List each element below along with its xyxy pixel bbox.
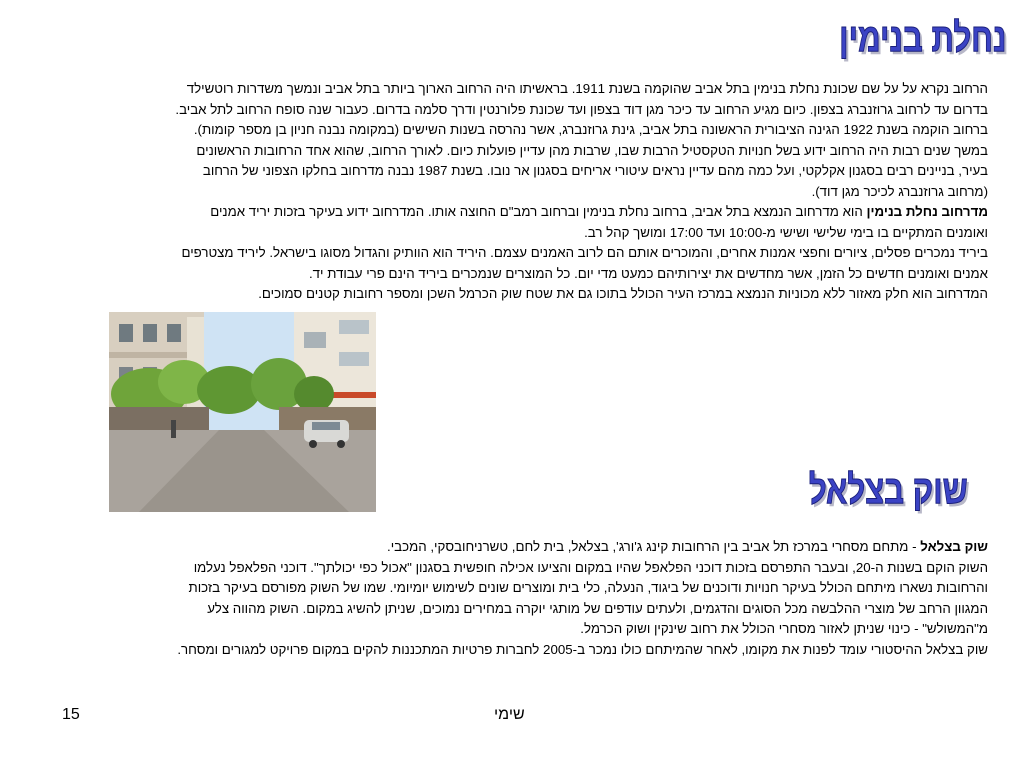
paragraph-line: ואומנים המתקיים בו בימי שלישי ושישי מ-10:00 ועד 17:00 ומושך קהל רב. [584, 224, 988, 240]
section-title-shuk-betzalel: שוק בצלאל [809, 468, 968, 512]
footer-author: שימי [494, 706, 525, 723]
paragraph-line: הרחוב נקרא על על שם שכונת נחלת בנימין בתל אביב שהוקמה בשנת 1911. בראשיתו היה הרחוב הארוך ביותר בתל אביב ונמשך משדרות רוטשילד [186, 81, 988, 96]
paragraph-line: בעיר, בניינים רבים בסגנון אקלקטי, ועל כמה מהם עדיין נראים עיטורי אריחים בסגנון אר נובו. בשנת 1987 נבנה מדרחוב בחלקו הצפוני של הרחוב [202, 163, 988, 178]
paragraph-text: - מתחם מסחרי במרכז תל אביב בין הרחובות קינג ג'ורג', בצלאל, בית לחם, טשרניחובסקי, המכבי. [387, 539, 921, 554]
paragraph-line: (מרחוב גרוזנברג לכיכר מגן דוד). [811, 183, 988, 199]
paragraph-line: שוק בצלאל ההיסטורי עומד לפנות את מקומו, לאחר שהמיתחם כולו נמכר ב-2005 לחברות פרטיות המתכננות להקים במקום פרויקט למגורים ומסחר. [177, 641, 988, 657]
page-number: 15 [62, 706, 80, 723]
nahalat-binyamin-text [8, 79, 988, 305]
bold-term: מדרחוב נחלת בנימין [866, 204, 988, 219]
paragraph-line: אמנים ואומנים חדשים כל הזמן, אשר מחדשים את יצירותיהם כמעט מדי יום. כל המוצרים שנמכרים ביריד הינם פרי עבודת יד. [308, 265, 988, 281]
shuk-betzalel-text [8, 537, 988, 660]
paragraph-line: מ"המשולש" - כינוי שניתן לאזור מסחרי הכולל את רחוב שינקין ושוק הכרמל. [580, 621, 988, 636]
paragraph-line: והרחובות נשארו מיתחם הכולל בעיקר חנויות ודוכנים של ביגוד, הנעלה, כלי בית ומוצרים שונים לשימוש יומיומי. שמו של השוק מפורסם בעיקר בזכות [188, 580, 988, 595]
paragraph-line: ברחוב הוקמה בשנת 1922 הגינה הציבורית הראשונה בתל אביב, גינת גרוזנברג, אשר נהרסה בשנות השישים (במקומה נבנה חניון בן מספר קומות). [193, 122, 988, 137]
street-photo [109, 312, 376, 512]
paragraph-line: במשך שנים רבות היה הרחוב ידוע בשל חנויות הטקסטיל הרבות שבו, שרבות מהן עדיין פועלות כיום. לאורך הרחוב, שהוא אחד הרחובות הראשונים [196, 142, 988, 158]
paragraph-line [8, 537, 988, 558]
paragraph-line: בדרום עד לרחוב גרוזנברג בצפון. כיום מגיע הרחוב עד כיכר מגן דוד בצפון ועד שכונת פלורנטין ודרך סלמה בדרום. כעבור שנה סופח הרחוב לתל אביב. [175, 101, 988, 117]
bold-term: שוק בצלאל [920, 539, 988, 554]
section-title-nahalat-binyamin: נחלת בנימין [838, 16, 1006, 60]
paragraph-line: ביריד נמכרים פסלים, ציורים וחפצי אמנות אחרים, והמוכרים אותם הם לרוב האמנים עצמם. היריד הוא הוותיק והגדול מסוגו בישראל. ליריד מצטרפים [181, 245, 988, 260]
paragraph-line: השוק הוקם בשנות ה-20, ובעבר התפרסם בזכות דוכני הפלאפל שהיו במקום והציעו אכילה חופשית בסגנון "אכול כפי יכולתך". דוכני הפלאפל נעלמו [193, 559, 988, 575]
paragraph-line: המדרחוב הוא חלק מאזור ללא מכוניות הנמצא במרכז העיר הכולל בתוכו גם את שטח שוק הכרמל השכן ומספר רחובות קטנים סמוכים. [258, 286, 988, 301]
paragraph-line [8, 202, 988, 223]
paragraph-line: המגוון הרחב של מוצרי ההלבשה מכל הסוגים והדגמים, ולעתים עודפים של מותגי יוקרה במחירים נמוכים, שניתן להשיג במקום. השוק מהווה צלע [207, 600, 988, 616]
paragraph-text: הוא מדרחוב הנמצא בתל אביב, ברחוב נחלת בנימין וברחוב רמב"ם החוצה אותו. המדרחוב ידוע בעיקר בזכות יריד אמנים [210, 204, 867, 219]
